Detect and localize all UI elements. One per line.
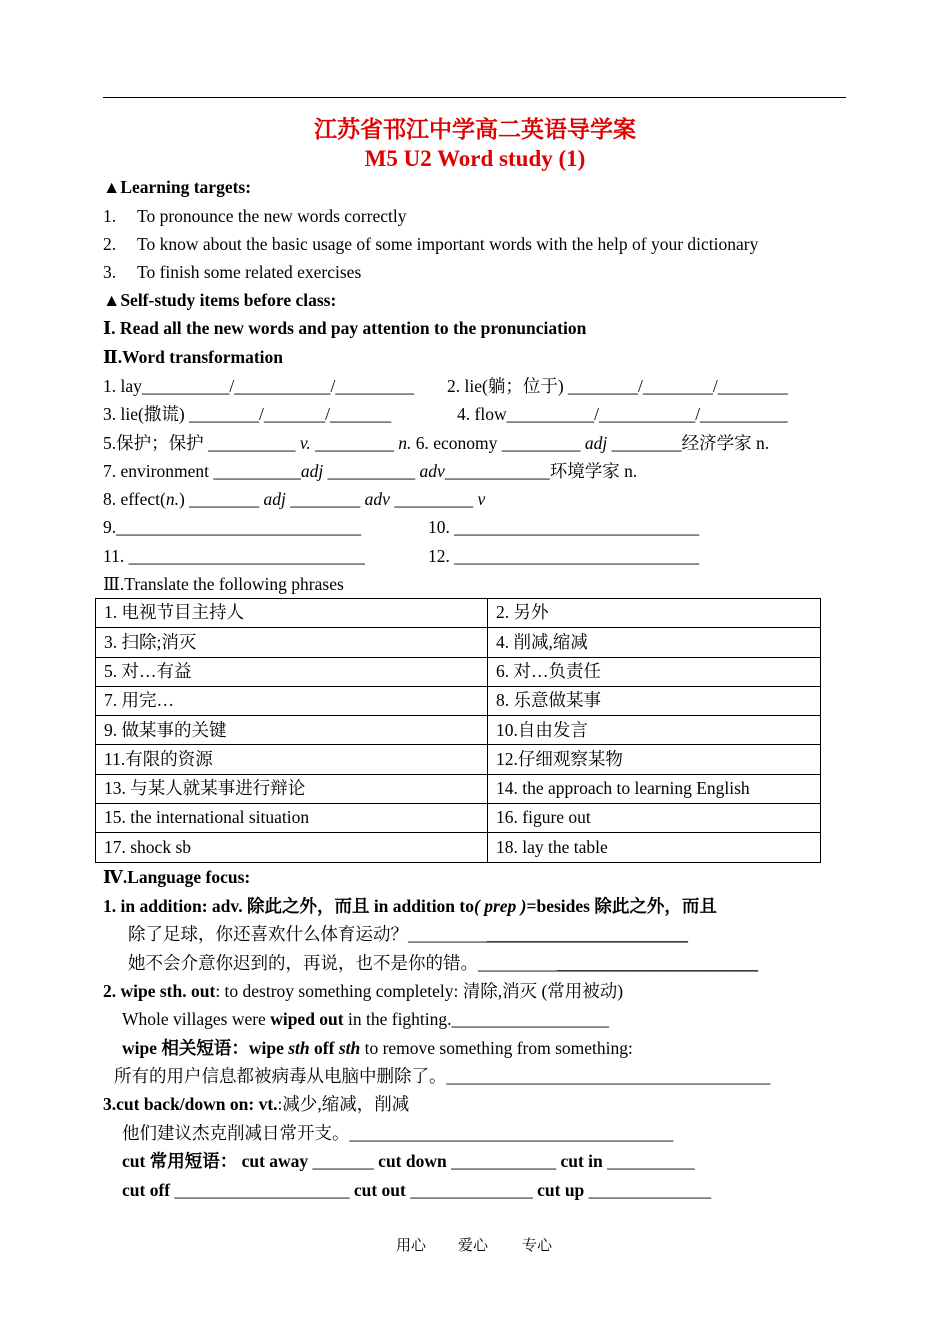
table-row: [96, 745, 821, 774]
phrase-cell: 2. 另外: [488, 599, 821, 628]
target-text-1: To pronounce the new words correctly: [137, 206, 407, 226]
transform-item-9: 9.____________________________: [103, 517, 362, 537]
phrase-cell: 10.自由发言: [488, 716, 821, 745]
transform-item-1: 1. lay__________/___________/_________: [103, 376, 415, 396]
transform-item-3: 3. lie(撒谎) ________/_______/_______: [103, 404, 392, 424]
phrases-table: [95, 598, 821, 863]
focus-1-example-1: 除了足球，你还喜欢什么体育运动？________________________________: [128, 924, 688, 944]
target-text-2: To know about the basic usage of some important words with the help of your dictionary: [137, 234, 759, 254]
part-1-heading: Ⅰ. Read all the new words and pay attention to the pronunciation: [103, 318, 587, 338]
focus-2-related: wipe 相关短语：wipe sth off sth to remove something from something:: [122, 1038, 633, 1058]
phrase-cell: 5. 对…有益: [96, 657, 488, 686]
table-row: [96, 833, 821, 862]
transform-item-12: 12. ____________________________: [428, 546, 700, 566]
table-row: [96, 657, 821, 686]
focus-3-example: 他们建议杰克削减日常开支。_____________________________________: [122, 1123, 674, 1143]
focus-2-example-1: Whole villages were wiped out in the fighting.__________________: [122, 1009, 610, 1029]
transform-item-10: 10. ____________________________: [428, 517, 700, 537]
title-line-2: M5 U2 Word study (1): [364, 146, 586, 171]
transform-item-2: 2. lie(躺；位于) ________/________/________: [447, 376, 788, 396]
focus-item-1: 1. in addition: adv. 除此之外，而且 in addition to( prep )=besides 除此之外，而且: [103, 896, 717, 916]
transform-item-4: 4. flow__________/___________/__________: [457, 404, 788, 424]
footer-word-1: 用心: [396, 1238, 427, 1254]
phrase-cell: 16. figure out: [488, 804, 821, 833]
part-3-heading: Ⅲ.Translate the following phrases: [103, 574, 344, 594]
focus-3-phrases-row-1: cut 常用短语： cut away _______ cut down ____________ cut in __________: [122, 1151, 695, 1171]
phrase-cell: 14. the approach to learning English: [488, 774, 821, 803]
table-row: [96, 804, 821, 833]
title-line-1: 江苏省邗江中学高二英语导学案: [314, 117, 636, 142]
learning-targets-heading: ▲Learning targets:: [103, 177, 252, 197]
transform-row-5-6: 5.保护；保护 __________ v. _________ n. 6. economy _________ adj ________经济学家 n.: [103, 433, 770, 453]
focus-3-phrases-row-2: cut off ____________________ cut out ______________ cut up ______________: [122, 1180, 712, 1200]
table-row: [96, 599, 821, 628]
phrase-cell: 13. 与某人就某事进行辩论: [96, 774, 488, 803]
phrase-cell: 12.仔细观察某物: [488, 745, 821, 774]
focus-1-example-2: 她不会介意你迟到的，再说，也不是你的错。________________________________: [128, 953, 758, 973]
phrase-cell: 3. 扫除;消灭: [96, 628, 488, 657]
transform-row-8: 8. effect(n.) ________ adj ________ adv _________ v: [103, 489, 486, 509]
phrase-cell: 1. 电视节目主持人: [96, 599, 488, 628]
table-row: [96, 716, 821, 745]
table-row: [96, 774, 821, 803]
phrase-cell: 17. shock sb: [96, 833, 488, 862]
phrase-cell: 4. 削减,缩减: [488, 628, 821, 657]
phrase-cell: 7. 用完…: [96, 686, 488, 715]
transform-row-7: 7. environment __________adj __________ adv____________环境学家 n.: [103, 461, 638, 481]
target-text-3: To finish some related exercises: [137, 262, 362, 282]
phrase-cell: 9. 做某事的关键: [96, 716, 488, 745]
focus-2-example-2: 所有的用户信息都被病毒从电脑中删除了。_____________________________________: [114, 1066, 771, 1086]
phrase-cell: 6. 对…负责任: [488, 657, 821, 686]
table-row: [96, 686, 821, 715]
self-study-heading: ▲Self-study items before class:: [103, 290, 337, 310]
footer-word-3: 专心: [522, 1238, 553, 1254]
target-num-2: 2.: [103, 234, 117, 254]
part-2-heading: Ⅱ.Word transformation: [103, 347, 284, 367]
part-4-heading: Ⅳ.Language focus:: [103, 867, 251, 887]
focus-item-2: 2. wipe sth. out: to destroy something completely: 清除,消灭 (常用被动): [103, 981, 624, 1001]
focus-item-3: 3.cut back/down on: vt.:减少,缩减，削减: [103, 1094, 410, 1114]
phrase-cell: 18. lay the table: [488, 833, 821, 862]
header-rule: [103, 97, 846, 98]
table-row: [96, 628, 821, 657]
phrase-cell: 15. the international situation: [96, 804, 488, 833]
target-num-1: 1.: [103, 206, 117, 226]
phrase-cell: 8. 乐意做某事: [488, 686, 821, 715]
phrase-cell: 11.有限的资源: [96, 745, 488, 774]
transform-item-11: 11. ___________________________: [103, 546, 365, 566]
footer-word-2: 爱心: [458, 1238, 489, 1254]
target-num-3: 3.: [103, 262, 117, 282]
